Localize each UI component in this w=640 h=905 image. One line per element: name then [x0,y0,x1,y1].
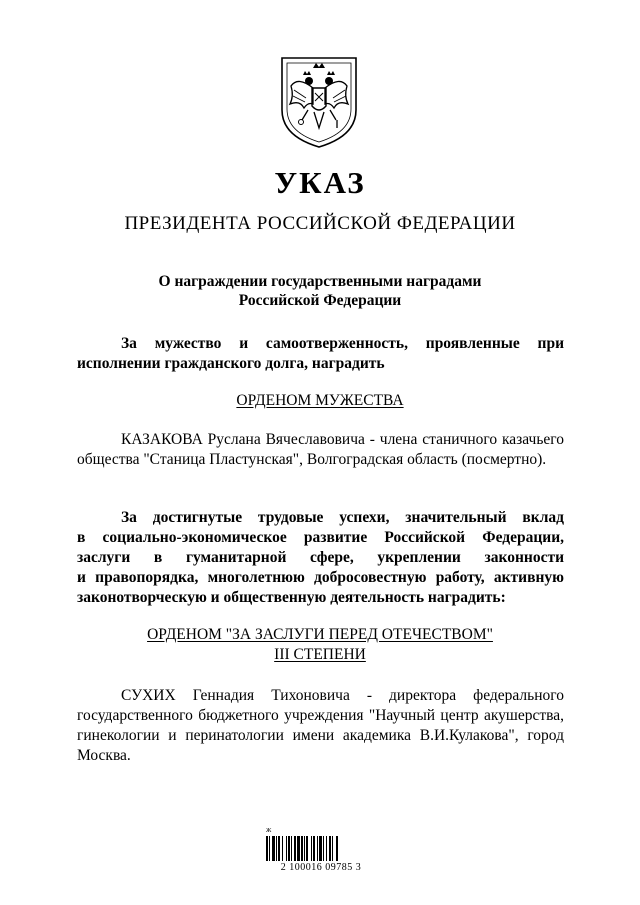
section2-intro [77,508,564,608]
barcode [262,822,382,896]
section1-intro-line: исполнении гражданского долга, наградить [77,355,385,372]
section1-intro-line: За мужество и самоотверженность, проявленные при [121,335,564,352]
section1-intro [77,334,564,374]
award-degree: III СТЕПЕНИ [274,646,366,663]
section2-intro-line: заслуги в гуманитарной сфере, укреплении законности [77,549,564,566]
decree-heading [0,272,640,310]
document-subtitle: ПРЕЗИДЕНТА РОССИЙСКОЙ ФЕДЕРАЦИИ [124,213,516,234]
section2-award [0,625,640,665]
svg-text:Ж: Ж [266,828,272,834]
section1-recipient: КАЗАКОВА Руслана Вячеславовича - члена станичного казачьего общества "Станица Пластунская", Волгоградская область (посмертно). [77,431,564,468]
barcode-number: 2 100016 09785 3 [280,862,362,873]
decree-heading-line: О награждении государственными наградами [158,273,482,290]
section2-intro-line: За достигнутые трудовые успехи, значительный вклад [121,509,564,526]
award-name: ОРДЕНОМ "ЗА ЗАСЛУГИ ПЕРЕД ОТЕЧЕСТВОМ" [147,626,493,643]
section2-intro-line: законотворческую и общественную деятельность наградить: [77,589,506,606]
section1-award [0,391,640,411]
decree-heading-line: Российской Федерации [238,292,402,309]
award-name: ОРДЕНОМ МУЖЕСТВА [236,392,404,409]
document-title: УКАЗ [274,165,366,200]
section2-intro-line: в социально-экономическое развитие Российской Федерации, [77,529,564,546]
section2-recipient: СУХИХ Геннадия Тихоновича - директора федерального государственного бюджетного учреждения "Научный центр акушерства, гинекологии и перинатологии имени академика В.И.Кулакова", город Москва. [77,687,564,764]
section2-intro-line: и правопорядка, многолетнюю добросовестную работу, активную [77,569,564,586]
coat-of-arms-emblem [276,54,362,150]
